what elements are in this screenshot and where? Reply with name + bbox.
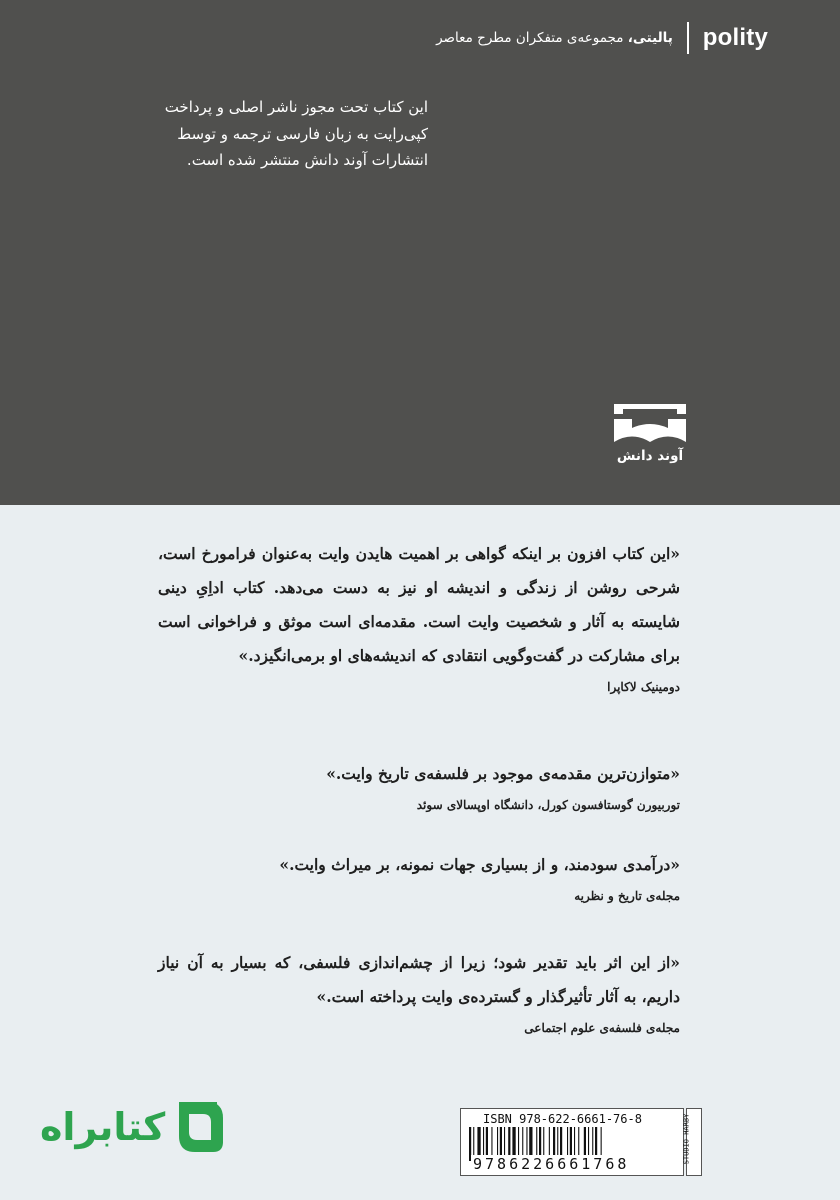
blurb-author: مجله‌ی تاریخ و نظریه [574,889,680,903]
blurb-text: «این کتاب افزون بر اینکه گواهی بر اهمیت هایدن وایت به‌عنوان فرامورخ است، شرحی روشن از زندگی و اندیشه او نیز به دست می‌دهد. کتاب اداِیِ دینی شایسته به آثار و شخصیت وایت است. مقدمه‌ای است موثق و فراخوانی است برای مشارکت در گفت‌وگویی انتقادی که اندیشه‌های او برمی‌انگیزد.» [158,544,680,665]
blurb-text: «درآمدی سودمند، و از بسیاری جهات نمونه، بر میراث وایت.» [279,855,680,874]
header-divider [687,22,689,54]
series-title [436,30,673,46]
blurb-author: مجله‌ی فلسفه‌ی علوم اجتماعی [524,1021,680,1035]
blurb-text: «متوازن‌ترین مقدمه‌ی موجود بر فلسفه‌ی تاریخ وایت.» [326,764,680,783]
blurb-author: توربیورن گوستافسون کورل، دانشگاه اوپسالای سوئد [416,798,680,812]
polity-logo: polity [702,24,768,51]
blurb [158,537,680,737]
barcode-digits: 9786226661768 [473,1155,630,1173]
top-panel [0,0,840,505]
series-name: پالیتی، [627,30,673,46]
open-book-icon [611,400,689,446]
isbn-barcode [460,1108,684,1176]
isbn-label: ISBN 978-622-6661-76-8 [483,1112,642,1126]
blurb [158,946,680,1038]
blurb-text: «از این اثر باید تقدیر شود؛ زیرا از چشم‌اندازی فلسفی، که بسیار به آن نیاز داریم، به آثار تأثیرگذار و گسترده‌ی وایت پرداخته است.» [158,953,680,1006]
blurb-author: دومینیک لاکاپرا [607,680,680,694]
publisher-name: آوند دانش [616,448,684,464]
studio-credit: STUDIO HARBY [682,1113,691,1165]
license-text: این کتاب تحت مجوز ناشر اصلی و پرداخت کپی‌رایت به زبان فارسی ترجمه و توسط انتشارات آوند دانش منتشر شده است. [164,98,428,169]
publisher-logo [609,400,691,470]
ketabrah-logo [40,1096,229,1158]
studio-credit-box [682,1108,702,1176]
blurb [158,757,680,815]
blurb [158,848,680,906]
bookmark-leaf-icon [173,1096,229,1158]
series-header [436,22,768,54]
ketabrah-wordmark: کتابراه [40,1105,166,1149]
blurbs-section [158,537,680,1038]
series-description: مجموعه‌ی متفکران مطرح معاصر [436,30,628,46]
